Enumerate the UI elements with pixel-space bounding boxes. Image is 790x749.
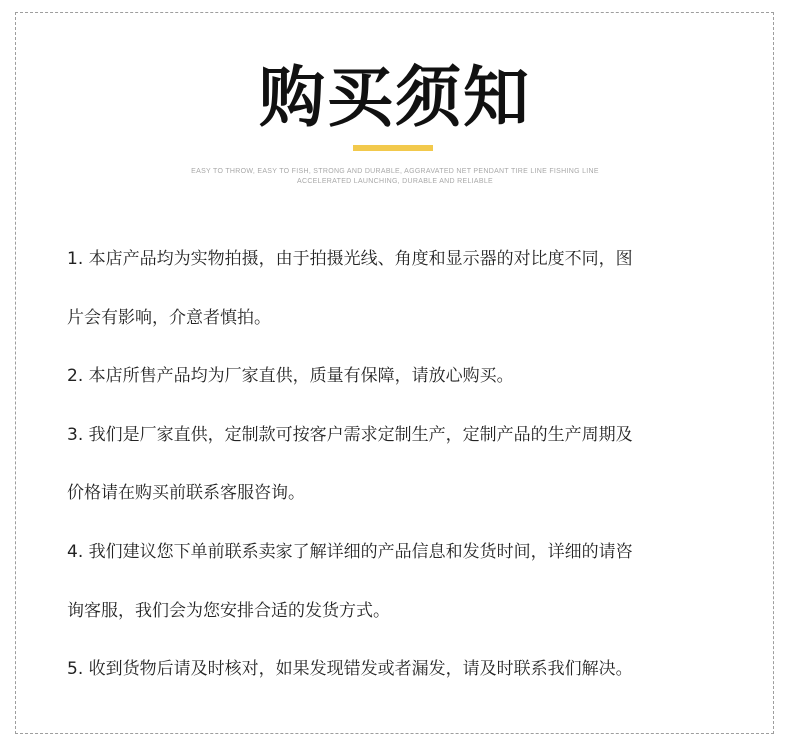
notice-list	[67, 230, 747, 699]
notice-line: 片会有影响，介意者慎拍。	[67, 307, 271, 328]
page-title: 购买须知	[259, 59, 531, 136]
notice-line: 1. 本店产品均为实物拍摄，由于拍摄光线、角度和显示器的对比度不同，图	[67, 249, 633, 269]
notice-line: 5. 收到货物后请及时核对，如果发现错发或者漏发，请及时联系我们解决。	[67, 659, 633, 680]
notice-line: 3. 我们是厂家直供，定制款可按客户需求定制生产，定制产品的生产周期及	[67, 424, 633, 445]
subtitle-line-2: ACCELERATED LAUNCHING, DURABLE AND RELIABLE	[297, 178, 493, 185]
notice-line: 2. 本店所售产品均为厂家直供，质量有保障，请放心购买。	[67, 366, 514, 387]
notice-line: 4. 我们建议您下单前联系卖家了解详细的产品信息和发货时间，详细的请咨	[67, 541, 633, 562]
subtitle-line-1: EASY TO THROW, EASY TO FISH, STRONG AND DURABLE, AGGRAVATED NET PENDANT TIRE LINE FISHING LINE	[191, 168, 599, 175]
notice-line: 价格请在购买前联系客服咨询。	[67, 483, 305, 504]
notice-line: 询客服，我们会为您安排合适的发货方式。	[67, 600, 390, 621]
title-accent-bar	[353, 145, 433, 151]
